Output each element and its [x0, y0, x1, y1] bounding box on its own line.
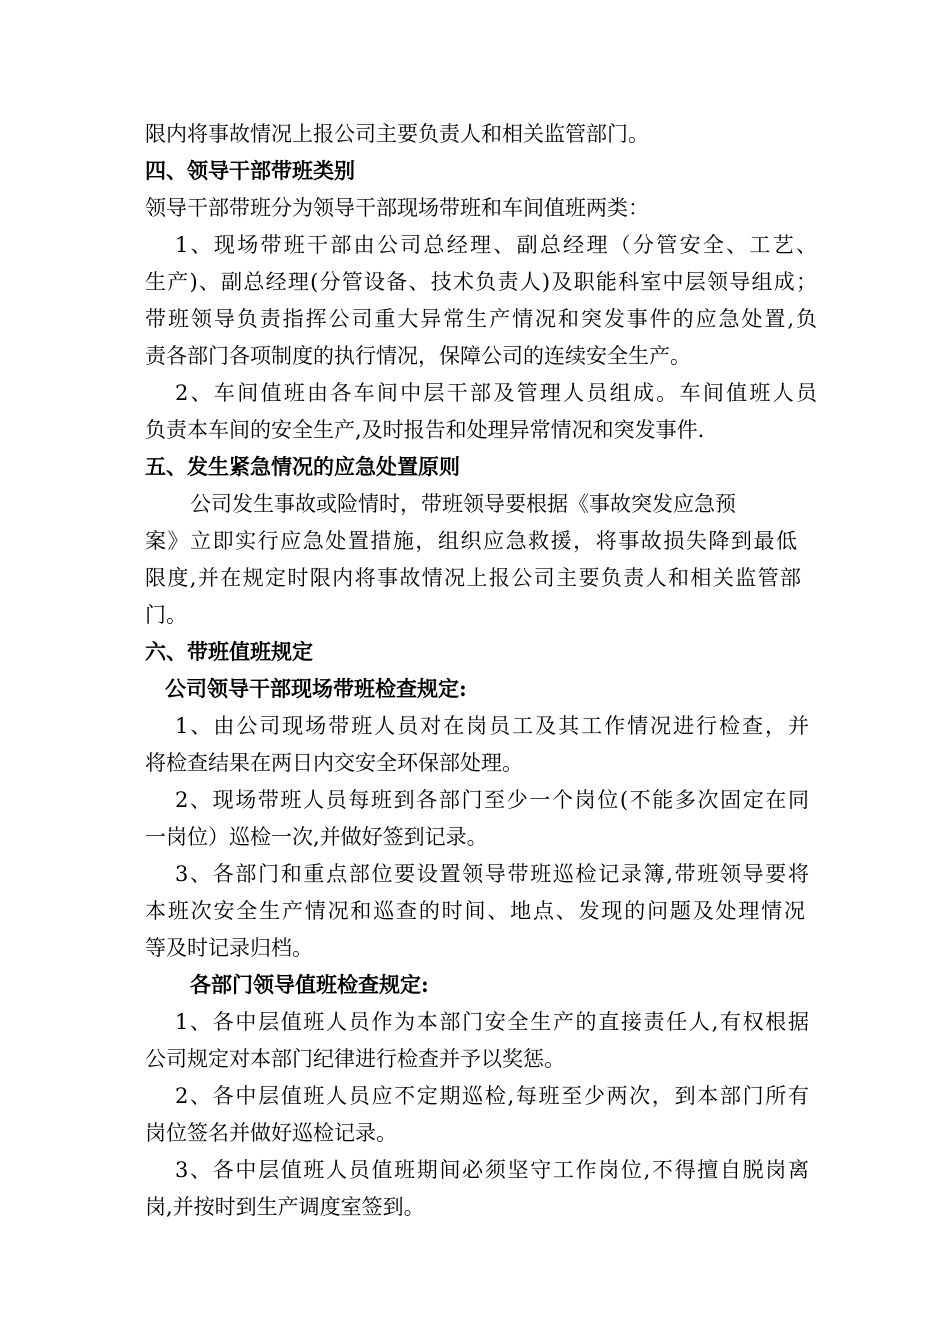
text-line: 负责本车间的安全生产,及时报告和处理异常情况和突发事件.: [145, 418, 705, 442]
section-heading: 五、发生紧急情况的应急处置原则: [145, 454, 460, 479]
text-line: 3、各中层值班人员值班期间必须坚守工作岗位,不得擅自脱岗离: [175, 1158, 809, 1182]
subsection-heading: 各部门领导值班检查规定:: [190, 972, 429, 997]
text-line: 1、由公司现场带班人员对在岗员工及其工作情况进行检查，并: [175, 714, 809, 738]
text-line: 门。: [145, 603, 187, 627]
section-heading: 六、带班值班规定: [145, 639, 313, 664]
text-line: 2、现场带班人员每班到各部门至少一个岗位(不能多次固定在同: [175, 788, 809, 812]
text-line: 2、车间值班由各车间中层干部及管理人员组成。车间值班人员: [175, 381, 817, 405]
text-line: 将检查结果在两日内交安全环保部处理。: [145, 751, 523, 775]
text-line: 2、各中层值班人员应不定期巡检,每班至少两次，到本部门所有: [175, 1084, 809, 1108]
text-line: 等及时记录归档。: [145, 936, 313, 960]
text-line: 领导干部带班分为领导干部现场带班和车间值班两类：: [145, 196, 649, 220]
text-line: 限内将事故情况上报公司主要负责人和相关监管部门。: [145, 122, 649, 146]
text-line: 责各部门各项制度的执行情况，保障公司的连续安全生产。: [145, 344, 691, 368]
text-line: 1、各中层值班人员作为本部门安全生产的直接责任人,有权根据: [175, 1010, 809, 1034]
text-line: 岗位签名并做好巡检记录。: [145, 1121, 397, 1145]
text-line: 本班次安全生产情况和巡查的时间、地点、发现的问题及处理情况: [145, 899, 805, 923]
text-line: 公司发生事故或险情时，带班领导要根据《事故突发应急预: [190, 492, 736, 516]
text-line: 岗,并按时到生产调度室签到。: [145, 1195, 425, 1219]
text-line: 1、现场带班干部由公司总经理、副总经理（分管安全、工艺、: [175, 233, 817, 257]
section-heading: 四、领导干部带班类别: [145, 158, 355, 183]
subsection-heading: 公司领导干部现场带班检查规定:: [165, 676, 467, 701]
text-line: 公司规定对本部门纪律进行检查并予以奖惩。: [145, 1047, 565, 1071]
text-line: 一岗位）巡检一次,并做好签到记录。: [145, 825, 488, 849]
text-line: 生产)、副总经理(分管设备、技术负责人)及职能科室中层领导组成；: [145, 270, 817, 294]
text-line: 带班领导负责指挥公司重大异常生产情况和突发事件的应急处置,负: [145, 307, 817, 331]
text-line: 限度,并在规定时限内将事故情况上报公司主要负责人和相关监管部: [145, 566, 801, 590]
text-line: 3、各部门和重点部位要设置领导带班巡检记录簿,带班领导要将: [175, 862, 809, 886]
text-line: 案》立即实行应急处置措施，组织应急救援，将事故损失降到最低: [145, 529, 797, 553]
